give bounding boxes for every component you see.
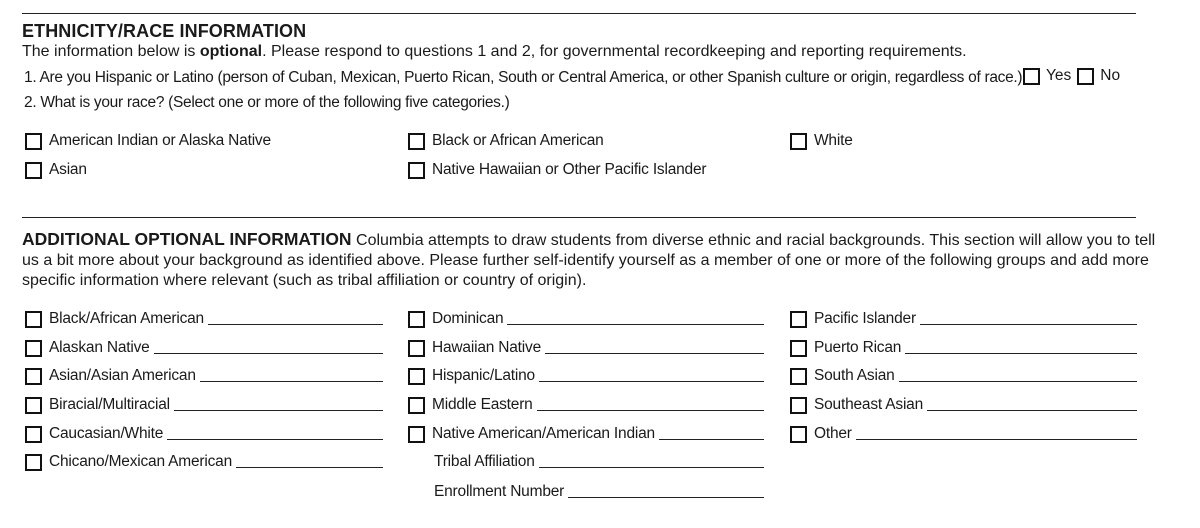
group-label: Chicano/Mexican American <box>49 453 233 470</box>
group-option-south-asian[interactable] <box>790 367 1137 385</box>
group-label: Puerto Rican <box>814 339 902 356</box>
enrollment-number-line[interactable] <box>568 497 764 498</box>
group-checkbox[interactable] <box>408 311 425 328</box>
additional-section-title: ADDITIONAL OPTIONAL INFORMATION <box>22 229 352 249</box>
group-option-pacific-islander[interactable] <box>790 310 1137 328</box>
section-divider <box>22 217 1136 218</box>
top-divider <box>22 13 1136 14</box>
group-detail-line[interactable] <box>174 410 383 411</box>
group-label: Pacific Islander <box>814 310 916 327</box>
description-line-1: Columbia attempts to draw students from diverse ethnic and racial backgrounds. This section will allow you to tell <box>351 232 1156 249</box>
group-label: Middle Eastern <box>432 396 533 413</box>
group-checkbox[interactable] <box>790 368 807 385</box>
group-option-middle-eastern[interactable] <box>408 396 764 414</box>
group-checkbox[interactable] <box>408 340 425 357</box>
group-option-southeast-asian[interactable] <box>790 396 1137 414</box>
group-label: Caucasian/White <box>49 425 164 442</box>
race-label: Native Hawaiian or Other Pacific Islander <box>432 161 707 178</box>
group-checkbox[interactable] <box>790 311 807 328</box>
race-checkbox[interactable] <box>408 162 425 179</box>
group-option-biracial[interactable] <box>25 396 383 414</box>
intro-bold: optional <box>199 43 263 60</box>
question-2: 2. What is your race? (Select one or more of the following five categories.) <box>24 94 510 111</box>
group-checkbox[interactable] <box>790 397 807 414</box>
group-detail-line[interactable] <box>507 324 764 325</box>
group-detail-line[interactable] <box>905 353 1137 354</box>
race-option-native-hawaiian[interactable] <box>408 161 706 179</box>
group-checkbox[interactable] <box>25 454 42 471</box>
group-detail-line[interactable] <box>659 439 764 440</box>
group-checkbox[interactable] <box>408 397 425 414</box>
additional-description <box>22 229 1156 291</box>
group-checkbox[interactable] <box>25 368 42 385</box>
group-option-puerto-rican[interactable] <box>790 339 1137 357</box>
intro-post: . Please respond to questions 1 and 2, for governmental recordkeeping and reporting requirements. <box>262 43 967 60</box>
group-label: Dominican <box>432 310 504 327</box>
description-line-3: specific information where relevant (such as tribal affiliation or country of origin). <box>22 272 587 289</box>
group-detail-line[interactable] <box>899 381 1137 382</box>
group-label: Southeast Asian <box>814 396 924 413</box>
race-option-white[interactable] <box>790 132 853 150</box>
q1-yes-checkbox[interactable] <box>1023 68 1040 85</box>
group-detail-line[interactable] <box>927 410 1137 411</box>
question-1: 1. Are you Hispanic or Latino (person of Cuban, Mexican, Puerto Rican, South or Central America, or other Spanish culture or origin, regardless of race.) <box>24 69 1023 86</box>
description-line-2: us a bit more about your background as identified above. Please further self-identify yourself as a member of one or more of the following groups and add more <box>22 252 1149 269</box>
intro-pre: The information below is <box>22 43 200 60</box>
group-option-hawaiian-native[interactable] <box>408 339 764 357</box>
race-option-black[interactable] <box>408 132 604 150</box>
race-checkbox[interactable] <box>25 162 42 179</box>
group-checkbox[interactable] <box>408 426 425 443</box>
group-detail-line[interactable] <box>537 410 764 411</box>
group-checkbox[interactable] <box>790 426 807 443</box>
ethnicity-section-title: ETHNICITY/RACE INFORMATION <box>22 21 307 41</box>
group-option-other[interactable] <box>790 425 1137 443</box>
ethnicity-intro <box>22 43 967 61</box>
group-label: Hispanic/Latino <box>432 367 535 384</box>
group-label: Other <box>814 425 852 442</box>
race-option-asian[interactable] <box>25 161 87 179</box>
race-label: White <box>814 132 853 149</box>
group-label: Alaskan Native <box>49 339 150 356</box>
group-checkbox[interactable] <box>25 426 42 443</box>
race-label: Black or African American <box>432 132 604 149</box>
group-option-hispanic-latino[interactable] <box>408 367 764 385</box>
group-detail-line[interactable] <box>856 439 1137 440</box>
group-label: Asian/Asian American <box>49 367 196 384</box>
race-label: Asian <box>49 161 87 178</box>
q1-no-label: No <box>1100 67 1121 84</box>
group-detail-line[interactable] <box>545 353 764 354</box>
group-detail-line[interactable] <box>236 467 383 468</box>
enrollment-number-label: Enrollment Number <box>434 483 565 500</box>
race-checkbox[interactable] <box>790 133 807 150</box>
group-detail-line[interactable] <box>539 381 764 382</box>
group-option-black-african-american[interactable] <box>25 310 383 328</box>
tribal-affiliation-field[interactable] <box>434 453 764 471</box>
group-label: Black/African American <box>49 310 204 327</box>
q1-answers <box>1023 67 1120 85</box>
group-checkbox[interactable] <box>408 368 425 385</box>
tribal-affiliation-line[interactable] <box>539 467 764 468</box>
q1-no-checkbox[interactable] <box>1077 68 1094 85</box>
group-label: Native American/American Indian <box>432 425 655 442</box>
group-option-chicano[interactable] <box>25 453 383 471</box>
race-label: American Indian or Alaska Native <box>49 132 271 149</box>
group-option-alaskan-native[interactable] <box>25 339 383 357</box>
group-detail-line[interactable] <box>200 381 383 382</box>
group-option-dominican[interactable] <box>408 310 764 328</box>
group-option-asian-american[interactable] <box>25 367 383 385</box>
group-label: South Asian <box>814 367 895 384</box>
group-checkbox[interactable] <box>790 340 807 357</box>
group-detail-line[interactable] <box>208 324 383 325</box>
group-label: Biracial/Multiracial <box>49 396 170 413</box>
q1-yes-label: Yes <box>1046 67 1072 84</box>
race-checkbox[interactable] <box>408 133 425 150</box>
group-detail-line[interactable] <box>167 439 383 440</box>
group-detail-line[interactable] <box>920 324 1137 325</box>
group-label: Hawaiian Native <box>432 339 541 356</box>
group-option-native-american[interactable] <box>408 425 764 443</box>
group-checkbox[interactable] <box>25 397 42 414</box>
tribal-affiliation-label: Tribal Affiliation <box>434 453 535 470</box>
race-checkbox[interactable] <box>25 133 42 150</box>
race-option-american-indian[interactable] <box>25 132 271 150</box>
group-checkbox[interactable] <box>25 311 42 328</box>
group-option-caucasian[interactable] <box>25 425 383 443</box>
group-checkbox[interactable] <box>25 340 42 357</box>
enrollment-number-field[interactable] <box>434 483 764 501</box>
group-detail-line[interactable] <box>154 353 383 354</box>
